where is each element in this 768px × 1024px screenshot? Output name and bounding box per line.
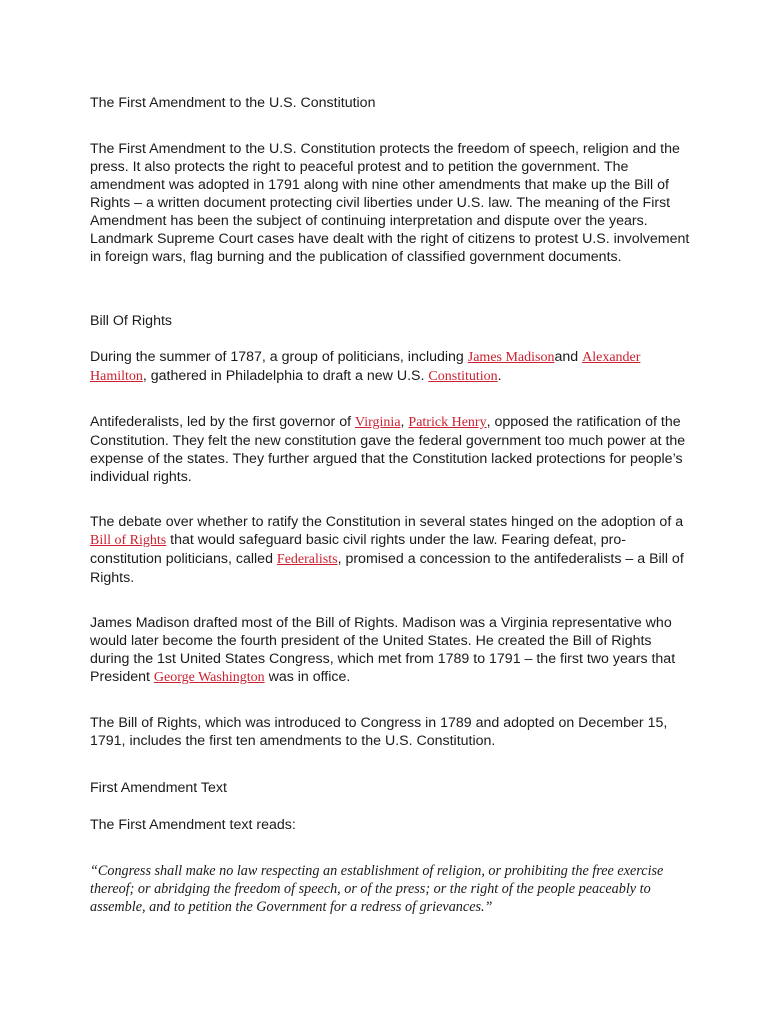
paragraph-antifederalists xyxy=(90,413,690,486)
link-federalists[interactable]: Federalists xyxy=(276,552,338,567)
section-heading-first-amendment-text: First Amendment Text xyxy=(90,780,227,796)
text-segment: that would safeguard basic civil rights under the law. Fearing defeat, pro-constitution politicians, called xyxy=(90,532,627,567)
text-segment: , promised a concession to the antifederalists – a Bill of Rights. xyxy=(90,551,684,586)
text-segment: James Madison drafted most of the Bill of Rights. Madison was a Virginia representative who would later become the fourth president of the United States. He created the Bill of Rights during the 1st United States Congress, which met from 1789 to 1791 – the first two years that President xyxy=(90,615,676,685)
link-constitution[interactable]: Constitution xyxy=(428,369,498,384)
amendment-quote: “Congress shall make no law respecting an establishment of religion, or prohibiting the free exercise thereof; or abridging the freedom of speech, or of the press; or the right of the people peaceably to assemble, and to petition the Government for a redress of grievances.” xyxy=(90,863,664,915)
text-segment: . xyxy=(497,368,502,384)
text-segment: , xyxy=(400,414,409,430)
text-segment: , opposed the ratification of the Constitution. They felt the new constitution gave the federal government too much power at the expense of the states. They further argued that the Constitution lacked protections for people’s individual rights. xyxy=(90,414,686,485)
link-james-madison[interactable]: James Madison xyxy=(467,350,555,365)
link-patrick-henry[interactable]: Patrick Henry xyxy=(408,415,487,430)
text-segment: Antifederalists, led by the first governor of xyxy=(90,414,355,430)
link-virginia[interactable]: Virginia xyxy=(354,415,401,430)
link-bill-of-rights[interactable]: Bill of Rights xyxy=(90,533,167,548)
link-george-washington[interactable]: George Washington xyxy=(153,670,265,685)
link-alexander-hamilton[interactable]: Alexander Hamilton xyxy=(90,350,641,384)
paragraph-convention xyxy=(90,348,690,386)
text-segment: and xyxy=(554,349,583,365)
paragraph-text-reads: The First Amendment text reads: xyxy=(90,817,296,833)
paragraph-adoption: The Bill of Rights, which was introduced to Congress in 1789 and adopted on December 15, 1791, includes the first ten amendments to the U.S. Constitution. xyxy=(90,715,668,749)
text-segment: was in office. xyxy=(264,669,351,685)
text-segment: During the summer of 1787, a group of politicians, including xyxy=(90,349,468,365)
section-heading-bill-of-rights: Bill Of Rights xyxy=(90,313,172,329)
intro-paragraph: The First Amendment to the U.S. Constitution protects the freedom of speech, religion and the press. It also protects the right to peaceful protest and to petition the government. The amendment was adopted in 1791 along with nine other amendments that make up the Bill of Rights – a written document protecting civil liberties under U.S. law. The meaning of the First Amendment has been the subject of continuing interpretation and dispute over the years. Landmark Supreme Court cases have dealt with the right of citizens to protest U.S. involvement in foreign wars, flag burning and the publication of classified government documents. xyxy=(90,141,690,265)
document-title: The First Amendment to the U.S. Constitution xyxy=(90,95,376,111)
text-segment: The debate over whether to ratify the Constitution in several states hinged on the adoption of a xyxy=(90,514,684,530)
paragraph-madison xyxy=(90,614,690,687)
text-segment: , gathered in Philadelphia to draft a new U.S. xyxy=(142,368,429,384)
paragraph-ratification-debate xyxy=(90,513,690,587)
